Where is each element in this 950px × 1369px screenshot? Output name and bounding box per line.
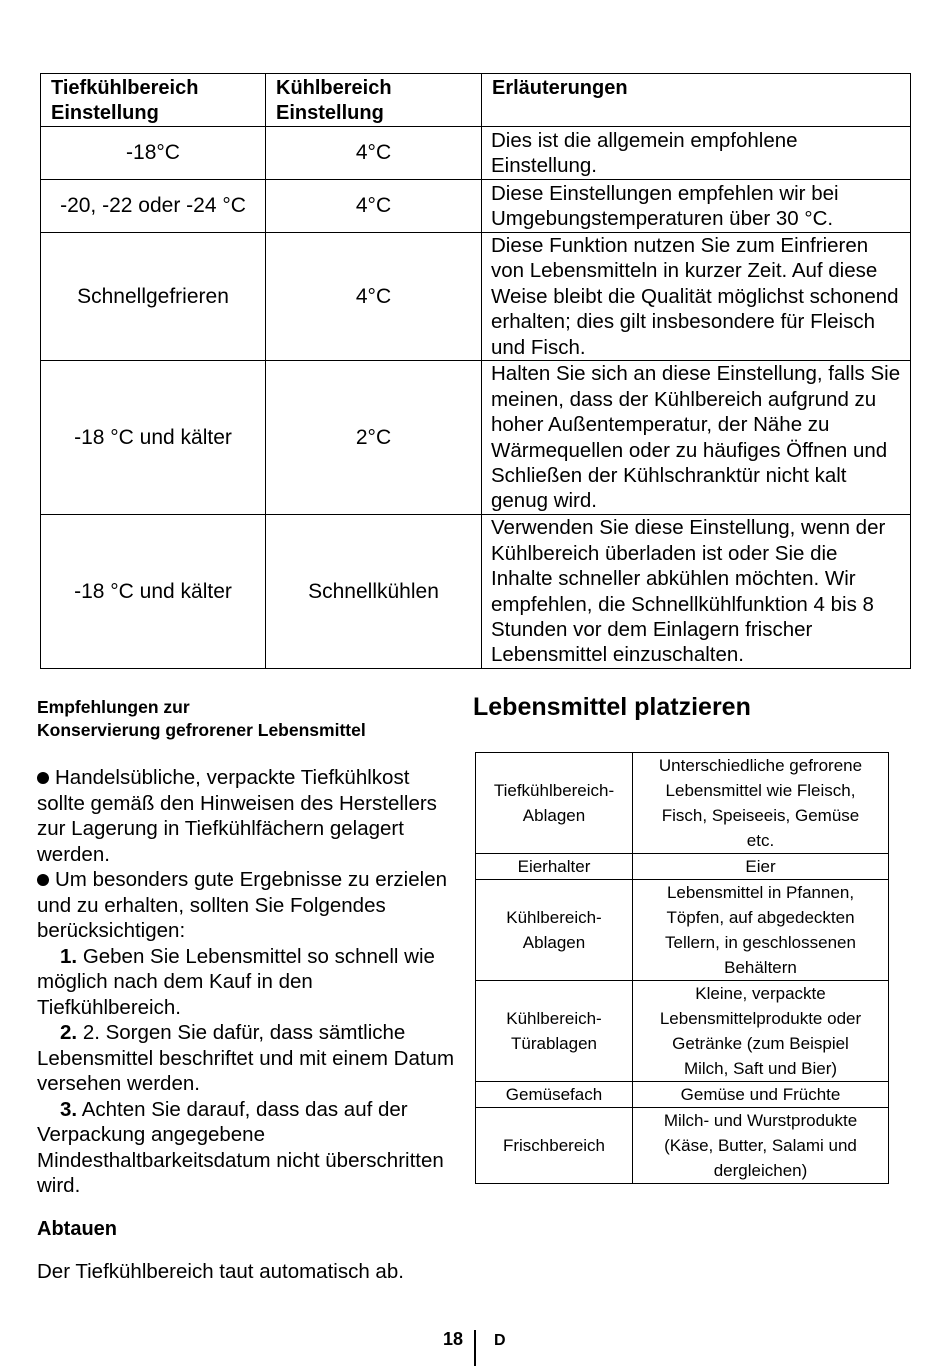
table-row	[41, 180, 911, 233]
freezer-setting-cell: -18 °C und kälter	[41, 361, 266, 515]
placement-location-cell: Frischbereich	[476, 1108, 633, 1184]
fridge-setting-cell: Schnellkühlen	[266, 515, 482, 669]
header-explanations: Erläuterungen	[482, 74, 911, 127]
placement-items-cell: Eier	[633, 854, 889, 880]
placement-location-cell: Kühlbereich- Türablagen	[476, 981, 633, 1082]
step-number: 1.	[60, 944, 78, 968]
table-row	[476, 880, 889, 981]
placement-items-cell: Unterschiedliche gefrorene Lebensmittel wie Fleisch, Fisch, Speiseeis, Gemüse etc.	[633, 753, 889, 854]
placement-items-cell: Lebensmittel in Pfannen, Töpfen, auf abgedeckten Tellern, in geschlossenen Behältern	[633, 880, 889, 981]
placement-location-cell: Eierhalter	[476, 854, 633, 880]
placement-location-cell: Kühlbereich- Ablagen	[476, 880, 633, 981]
settings-table	[40, 73, 911, 669]
explanation-cell: Dies ist die allgemein empfohlene Einstellung.	[482, 127, 911, 180]
table-row	[476, 753, 889, 854]
freezer-setting-cell: -18 °C und kälter	[41, 515, 266, 669]
bullet-icon	[37, 874, 49, 886]
header-freezer-setting: Tiefkühlbereich Einstellung	[41, 74, 266, 127]
step-item	[37, 1020, 457, 1097]
heading-line: Empfehlungen zur	[37, 697, 190, 717]
table-row	[476, 854, 889, 880]
heading-line: Konservierung gefrorener Lebensmittel	[37, 720, 366, 740]
defrost-text: Der Tiefkühlbereich taut automatisch ab.	[37, 1260, 404, 1283]
bullet-text: Handelsübliche, verpackte Tiefkühlkost sollte gemäß den Hinweisen des Herstellers zur Lagerung in Tiefkühlfächern gelagert werden.	[37, 766, 437, 866]
placement-items-cell: Gemüse und Früchte	[633, 1082, 889, 1108]
bullet-icon	[37, 772, 49, 784]
placement-location-cell: Gemüsefach	[476, 1082, 633, 1108]
food-placement-title: Lebensmittel platzieren	[473, 693, 751, 721]
placement-location-cell: Tiefkühlbereich- Ablagen	[476, 753, 633, 854]
table-row	[41, 233, 911, 361]
bullet-text: Um besonders gute Ergebnisse zu erzielen und zu erhalten, sollten Sie Folgendes berücksichtigen:	[37, 868, 447, 942]
fridge-setting-cell: 4°C	[266, 233, 482, 361]
table-row	[41, 361, 911, 515]
food-placement-table	[475, 752, 889, 1184]
storage-recommendations-body	[37, 765, 457, 1199]
freezer-setting-cell: -18°C	[41, 127, 266, 180]
explanation-cell: Verwenden Sie diese Einstellung, wenn der Kühlbereich überladen ist oder Sie die Inhalte schneller abkühlen möchten. Wir empfehlen, die Schnellkühlfunktion 4 bis 8 Stunden vor dem Einlagern frischer Lebensmittel einzuschalten.	[482, 515, 911, 669]
table-row	[41, 515, 911, 669]
explanation-cell: Halten Sie sich an diese Einstellung, falls Sie meinen, dass der Kühlbereich aufgrund zu hoher Außentemperatur, der Nähe zu Wärmequellen oder zu häufiges Öffnen und Schließen der Kühlschranktür nicht kalt genug wird.	[482, 361, 911, 515]
step-text: Achten Sie darauf, dass das auf der Verpackung angegebene Mindesthaltbarkeitsdatum nicht überschritten wird.	[37, 1097, 444, 1197]
bullet-item	[37, 765, 457, 867]
explanation-cell: Diese Funktion nutzen Sie zum Einfrieren von Lebensmitteln in kurzer Zeit. Auf diese Weise bleibt die Qualität möglichst schonend erhalten; dies gilt insbesondere für Fleisch und Fisch.	[482, 233, 911, 361]
table-row	[476, 1082, 889, 1108]
language-marker: D	[494, 1332, 506, 1349]
fridge-setting-cell: 2°C	[266, 361, 482, 515]
storage-recommendations-heading	[37, 696, 366, 742]
defrost-heading: Abtauen	[37, 1218, 117, 1240]
page-number: 18	[443, 1329, 464, 1349]
step-item	[37, 944, 457, 1021]
step-text: 2. Sorgen Sie dafür, dass sämtliche Lebensmittel beschriftet und mit einem Datum versehen werden.	[37, 1021, 455, 1095]
freezer-setting-cell: -20, -22 oder -24 °C	[41, 180, 266, 233]
step-number: 2.	[60, 1021, 78, 1044]
fridge-setting-cell: 4°C	[266, 127, 482, 180]
table-row	[41, 127, 911, 180]
placement-items-cell: Kleine, verpackte Lebensmittelprodukte oder Getränke (zum Beispiel Milch, Saft und Bier)	[633, 981, 889, 1082]
bullet-item	[37, 867, 457, 944]
step-number: 3.	[60, 1097, 78, 1121]
settings-header-row	[41, 74, 911, 127]
header-fridge-setting: Kühlbereich Einstellung	[266, 74, 482, 127]
freezer-setting-cell: Schnellgefrieren	[41, 233, 266, 361]
step-item	[37, 1097, 457, 1199]
footer-divider	[474, 1330, 476, 1366]
explanation-cell: Diese Einstellungen empfehlen wir bei Umgebungstemperaturen über 30 °C.	[482, 180, 911, 233]
step-text: Geben Sie Lebensmittel so schnell wie möglich nach dem Kauf in den Tiefkühlbereich.	[37, 944, 435, 1019]
fridge-setting-cell: 4°C	[266, 180, 482, 233]
table-row	[476, 981, 889, 1082]
table-row	[476, 1108, 889, 1184]
placement-items-cell: Milch- und Wurstprodukte (Käse, Butter, Salami und dergleichen)	[633, 1108, 889, 1184]
